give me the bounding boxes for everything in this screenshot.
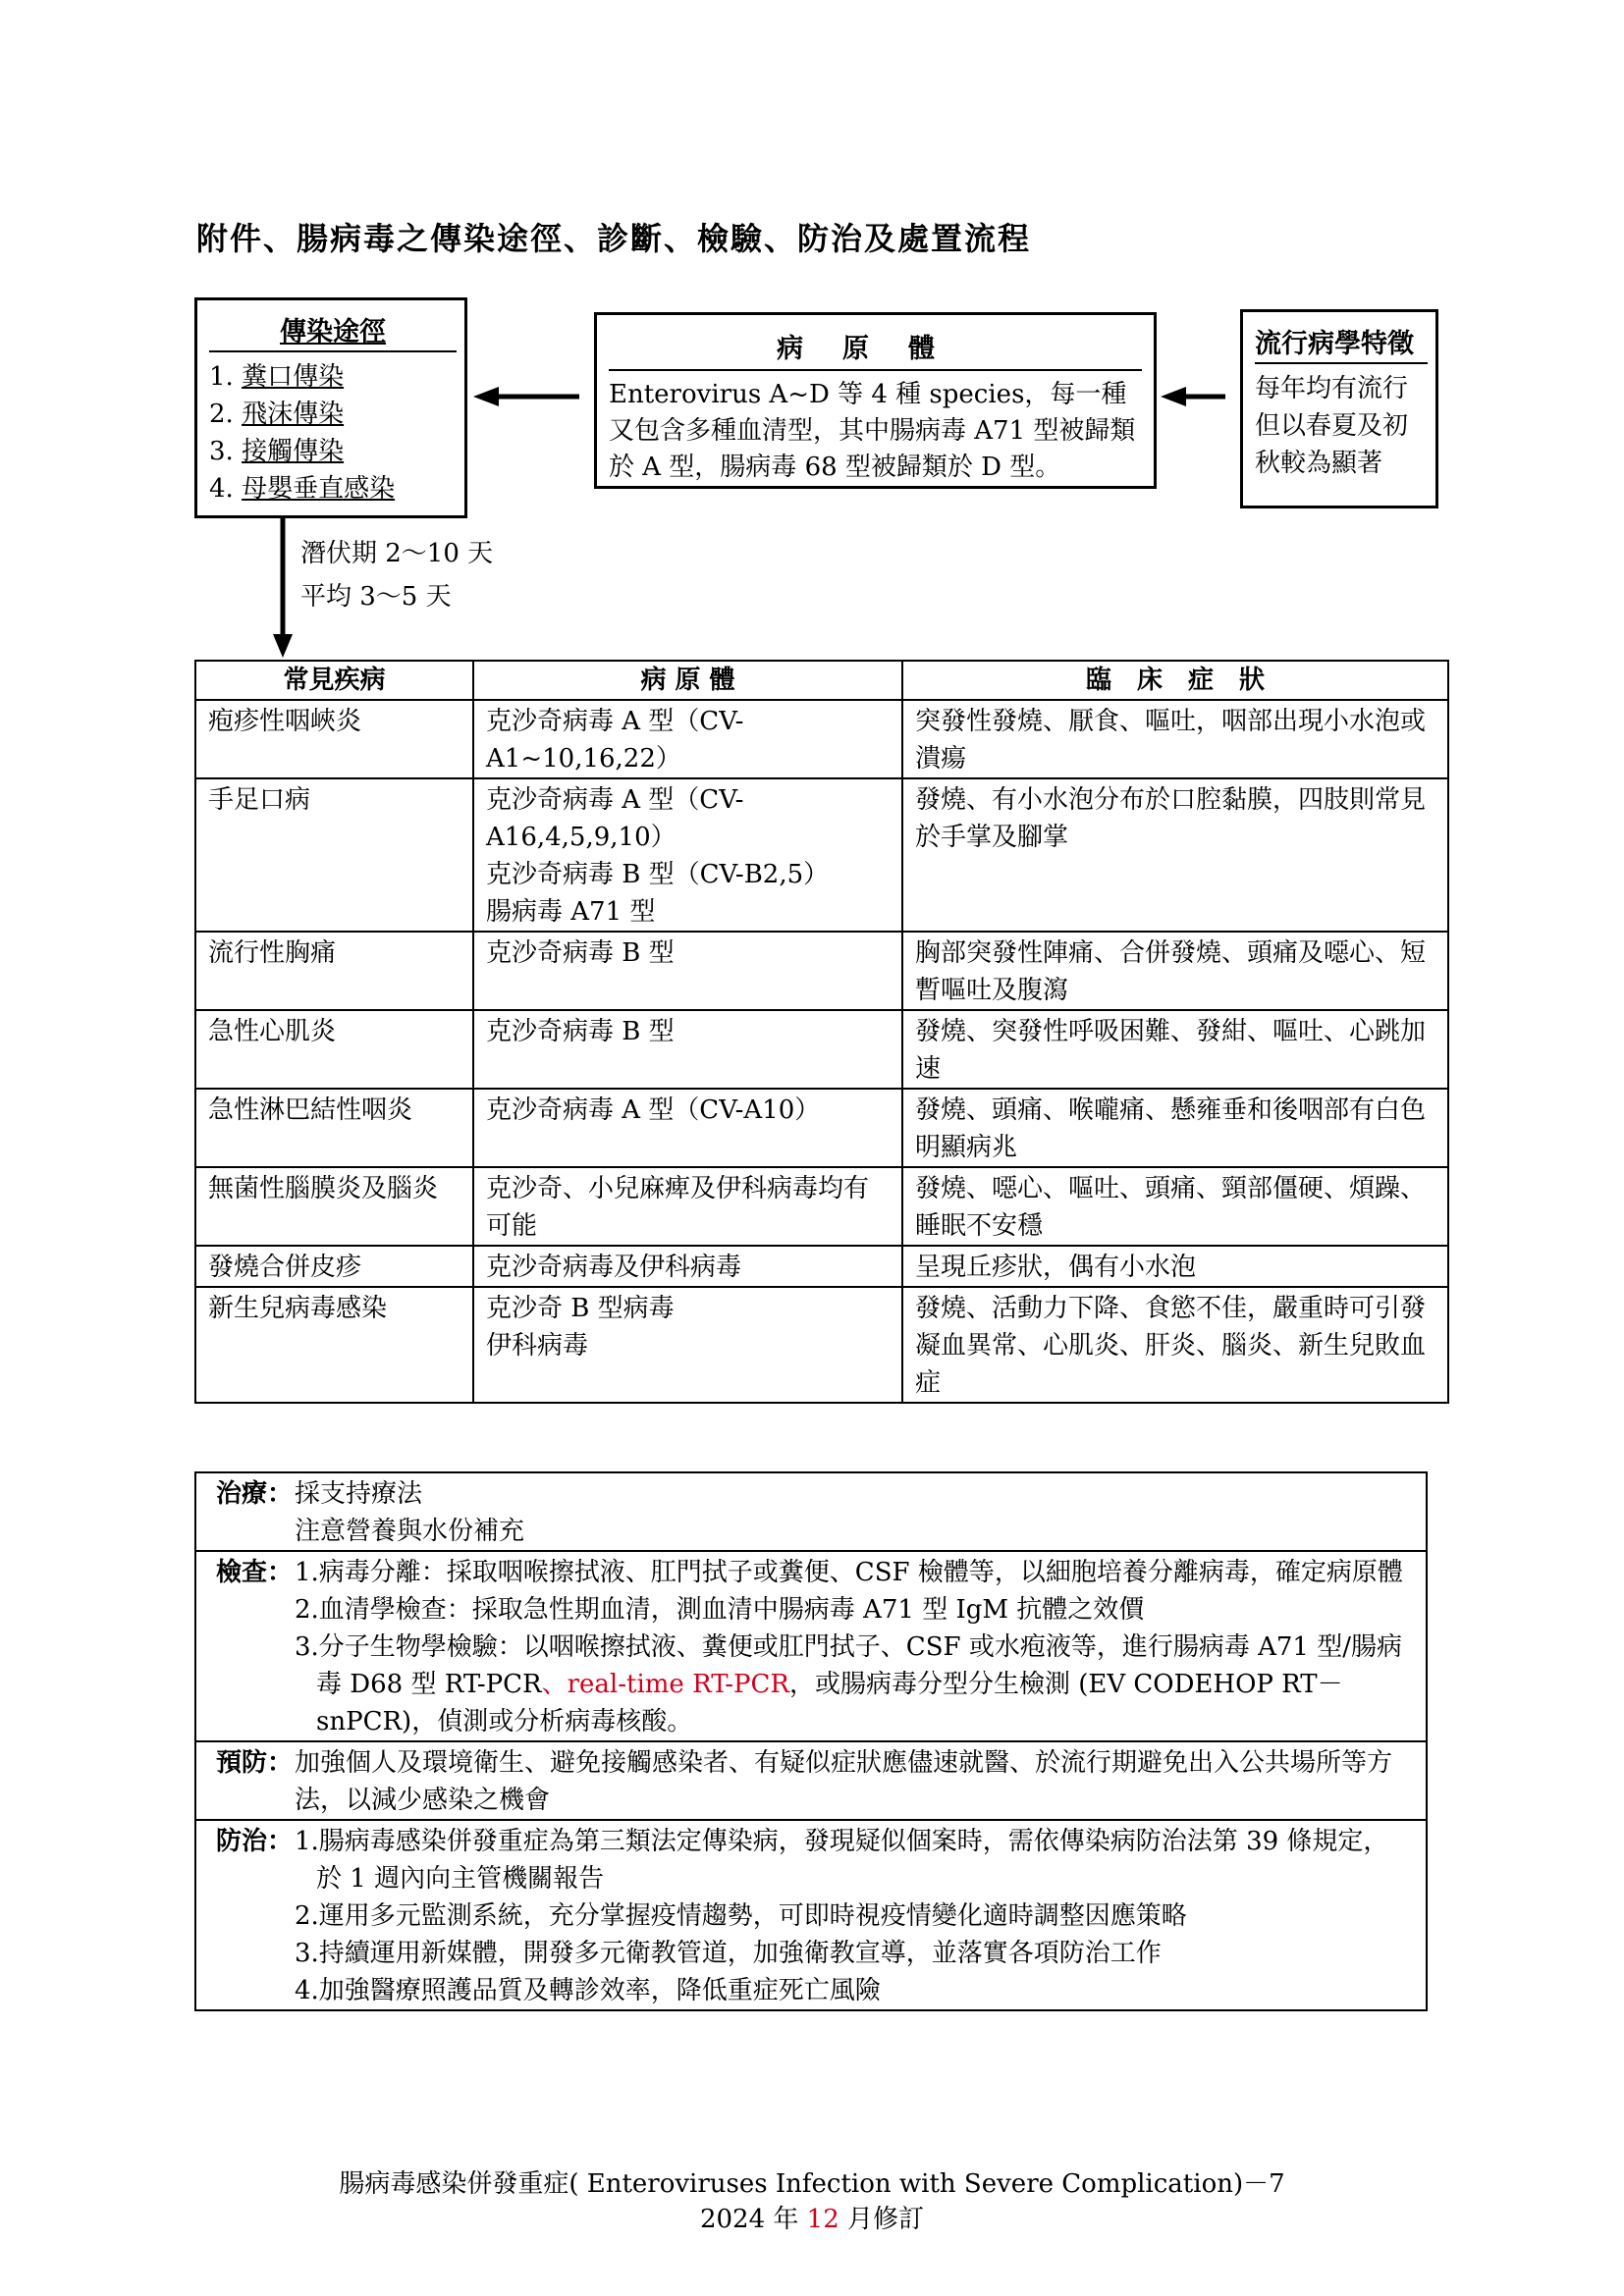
table-row <box>195 1167 1448 1246</box>
pathogen-cell: 克沙奇、小兒麻痺及伊科病毒均有可能 <box>473 1167 902 1246</box>
treatment-label: 治療： <box>216 1479 294 1509</box>
disease-cell: 急性淋巴結性咽炎 <box>195 1089 473 1167</box>
footer <box>0 2166 1624 2237</box>
table-row <box>195 1287 1448 1403</box>
transmission-item: 3. 接觸傳染 <box>209 437 345 466</box>
control-item: 1.腸病毒感染併發重症為第三類法定傳染病，發現疑似個案時，需依傳染病防治法第 39 條規定，於 1 週內向主管機關報告 <box>295 1827 1389 1894</box>
prevention-label: 預防： <box>216 1748 294 1778</box>
page-title: 附件、腸病毒之傳染途徑、診斷、檢驗、防治及處置流程 <box>196 220 1032 257</box>
disease-cell: 疱疹性咽峽炎 <box>195 700 473 778</box>
disease-table <box>194 660 1449 1404</box>
disease-cell: 急性心肌炎 <box>195 1010 473 1089</box>
epidemiology-heading: 流行病學特徵 <box>1255 322 1428 364</box>
inspection-row <box>195 1551 1427 1741</box>
transmission-item: 2. 飛沫傳染 <box>209 400 345 429</box>
disease-cell: 手足口病 <box>195 778 473 932</box>
symptoms-cell: 突發性發燒、厭食、嘔吐，咽部出現小水泡或潰瘍 <box>902 700 1448 778</box>
pathogen-heading: 病原體 <box>609 327 1142 371</box>
transmission-heading: 傳染途徑 <box>209 310 457 352</box>
control-item: 4.加強醫療照護品質及轉診效率，降低重症死亡風險 <box>295 1976 881 2005</box>
transmission-item: 1. 糞口傳染 <box>209 362 345 392</box>
arrow-epidemiology-to-pathogen <box>1161 387 1225 406</box>
inspection-item: 2.血清學檢查：採取急性期血清，測血清中腸病毒 A71 型 IgM 抗體之效價 <box>295 1595 1145 1625</box>
control-item: 2.運用多元監測系統，充分掌握疫情趨勢，可即時視疫情變化適時調整因應策略 <box>295 1901 1187 1931</box>
treatment-line: 採支持療法 <box>295 1479 423 1509</box>
table-row <box>195 932 1448 1010</box>
prevention-text: 加強個人及環境衛生、避免接觸感染者、有疑似症狀應儘速就醫、於流行期避免出入公共場所等方法，以減少感染之機會 <box>295 1748 1393 1815</box>
disease-cell: 流行性胸痛 <box>195 932 473 1010</box>
inspection-item: 1.病毒分離：採取咽喉擦拭液、肛門拭子或糞便、CSF 檢體等，以細胞培養分離病毒，確定病原體 <box>295 1558 1403 1587</box>
table-row <box>195 700 1448 778</box>
arrow-transmission-to-table <box>273 518 293 658</box>
table-header-row <box>195 661 1448 700</box>
inspection-label: 檢查： <box>216 1558 294 1587</box>
pathogen-description: Enterovirus A~D 等 4 種 species，每一種又包含多種血清型，其中腸病毒 A71 型被歸類於 A 型，腸病毒 68 型被歸類於 D 型。 <box>609 380 1136 482</box>
treatment-line: 注意營養與水份補充 <box>295 1517 525 1546</box>
column-header: 病 原 體 <box>473 661 902 700</box>
pathogen-cell: 克沙奇病毒 A 型（CV-A10） <box>473 1089 902 1167</box>
table-row <box>195 1010 1448 1089</box>
symptoms-cell: 呈現丘疹狀，偶有小水泡 <box>902 1246 1448 1287</box>
table-row <box>195 1089 1448 1167</box>
footer-revision: 2024 年 12 月修訂 <box>699 2205 925 2234</box>
disease-cell: 新生兒病毒感染 <box>195 1287 473 1403</box>
control-label: 防治： <box>216 1827 294 1856</box>
incubation-period: 潛伏期 2～10 天 平均 3～5 天 <box>300 539 494 612</box>
transmission-item: 4. 母嬰垂直感染 <box>209 474 396 504</box>
control-row <box>195 1820 1427 2010</box>
pathogen-cell: 克沙奇病毒 A 型（CV-A1~10,16,22） <box>473 700 902 778</box>
column-header: 常見疾病 <box>195 661 473 700</box>
pathogen-cell: 克沙奇病毒及伊科病毒 <box>473 1246 902 1287</box>
flow-arrows <box>0 0 1624 687</box>
inspection-item: 3.分子生物學檢驗：以咽喉擦拭液、糞便或肛門拭子、CSF 或水疱液等，進行腸病毒 A71 型/腸病毒 D68 型 RT-PCR、real-time RT-PCR，或腸病毒分型分生檢測 (EV CODEHOP RT－snPCR)，偵測或分析病毒核酸。 <box>295 1632 1402 1736</box>
treatment-row <box>195 1472 1427 1551</box>
symptoms-cell: 發燒、噁心、嘔吐、頭痛、頸部僵硬、煩躁、睡眠不安穩 <box>902 1167 1448 1246</box>
disease-cell: 發燒合併皮疹 <box>195 1246 473 1287</box>
symptoms-cell: 發燒、活動力下降、食慾不佳，嚴重時可引發凝血異常、心肌炎、肝炎、腦炎、新生兒敗血症 <box>902 1287 1448 1403</box>
epidemiology-description: 每年均有流行但以春夏及初秋較為顯著 <box>1255 374 1409 478</box>
management-table <box>194 1471 1428 2011</box>
column-header: 臨 床 症 狀 <box>902 661 1448 700</box>
symptoms-cell: 發燒、有小水泡分布於口腔黏膜，四肢則常見於手掌及腳掌 <box>902 778 1448 932</box>
symptoms-cell: 胸部突發性陣痛、合併發燒、頭痛及噁心、短暫嘔吐及腹瀉 <box>902 932 1448 1010</box>
control-item: 3.持續運用新媒體，開發多元衛教管道，加強衛教宣導，並落實各項防治工作 <box>295 1939 1162 1968</box>
table-row <box>195 1246 1448 1287</box>
pathogen-cell: 克沙奇病毒 B 型 <box>473 1010 902 1089</box>
table-row <box>195 778 1448 932</box>
arrow-pathogen-to-transmission <box>473 387 579 406</box>
footer-title: 腸病毒感染併發重症( Enteroviruses Infection with Severe Complication)－7 <box>339 2169 1285 2199</box>
pathogen-cell: 克沙奇病毒 B 型 <box>473 932 902 1010</box>
symptoms-cell: 發燒、突發性呼吸困難、發紺、嘔吐、心跳加速 <box>902 1010 1448 1089</box>
prevention-row <box>195 1741 1427 1820</box>
pathogen-cell: 克沙奇病毒 A 型（CV-A16,4,5,9,10） 克沙奇病毒 B 型（CV-B2,5） 腸病毒 A71 型 <box>473 778 902 932</box>
pathogen-cell: 克沙奇 B 型病毒 伊科病毒 <box>473 1287 902 1403</box>
disease-cell: 無菌性腦膜炎及腦炎 <box>195 1167 473 1246</box>
symptoms-cell: 發燒、頭痛、喉嚨痛、懸雍垂和後咽部有白色明顯病兆 <box>902 1089 1448 1167</box>
